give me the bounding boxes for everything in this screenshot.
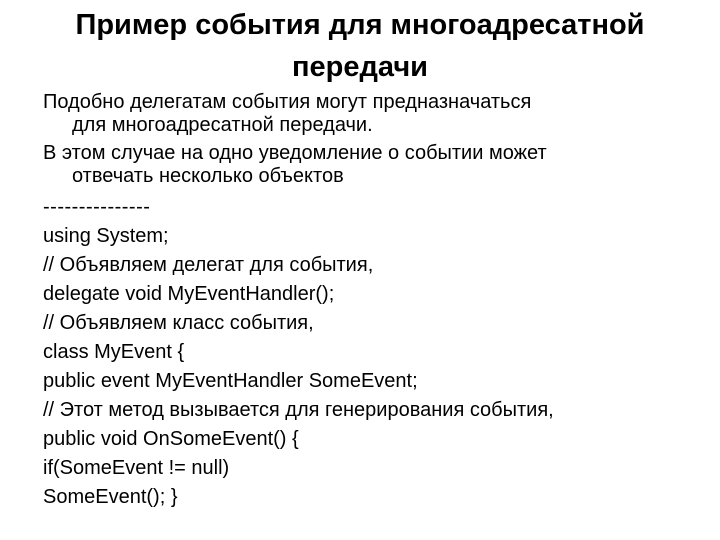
paragraph-1-continuation: для многоадресатной передачи.	[72, 114, 373, 136]
slide-title	[20, 4, 700, 88]
code-line: // Объявляем класс события,	[43, 312, 314, 334]
slide-title-line-2: передачи	[292, 51, 428, 83]
paragraph-1	[43, 91, 708, 137]
paragraph-1-text: Подобно делегатам события могут предназначаться	[43, 91, 532, 113]
paragraph-2	[43, 142, 708, 188]
slide-body	[43, 91, 708, 512]
code-line: using System;	[43, 225, 169, 247]
slide-title-line-1: Пример события для многоадресатной	[75, 9, 645, 41]
code-line: public event MyEventHandler SomeEvent;	[43, 370, 418, 392]
paragraph-2-continuation: отвечать несколько объектов	[72, 165, 344, 187]
paragraph-2-text: В этом случае на одно уведомление о событии может	[43, 142, 547, 164]
code-line: SomeEvent(); }	[43, 486, 178, 508]
code-line: // Объявляем делегат для события,	[43, 254, 374, 276]
code-block	[43, 222, 708, 512]
code-line: class MyEvent {	[43, 341, 185, 363]
code-line: public void OnSomeEvent() {	[43, 428, 299, 450]
separator-line: ---------------	[43, 196, 151, 218]
code-line: delegate void MyEventHandler();	[43, 283, 335, 305]
code-line: // Этот метод вызывается для генерирования события,	[43, 399, 554, 421]
code-line: if(SomeEvent != null)	[43, 457, 230, 479]
